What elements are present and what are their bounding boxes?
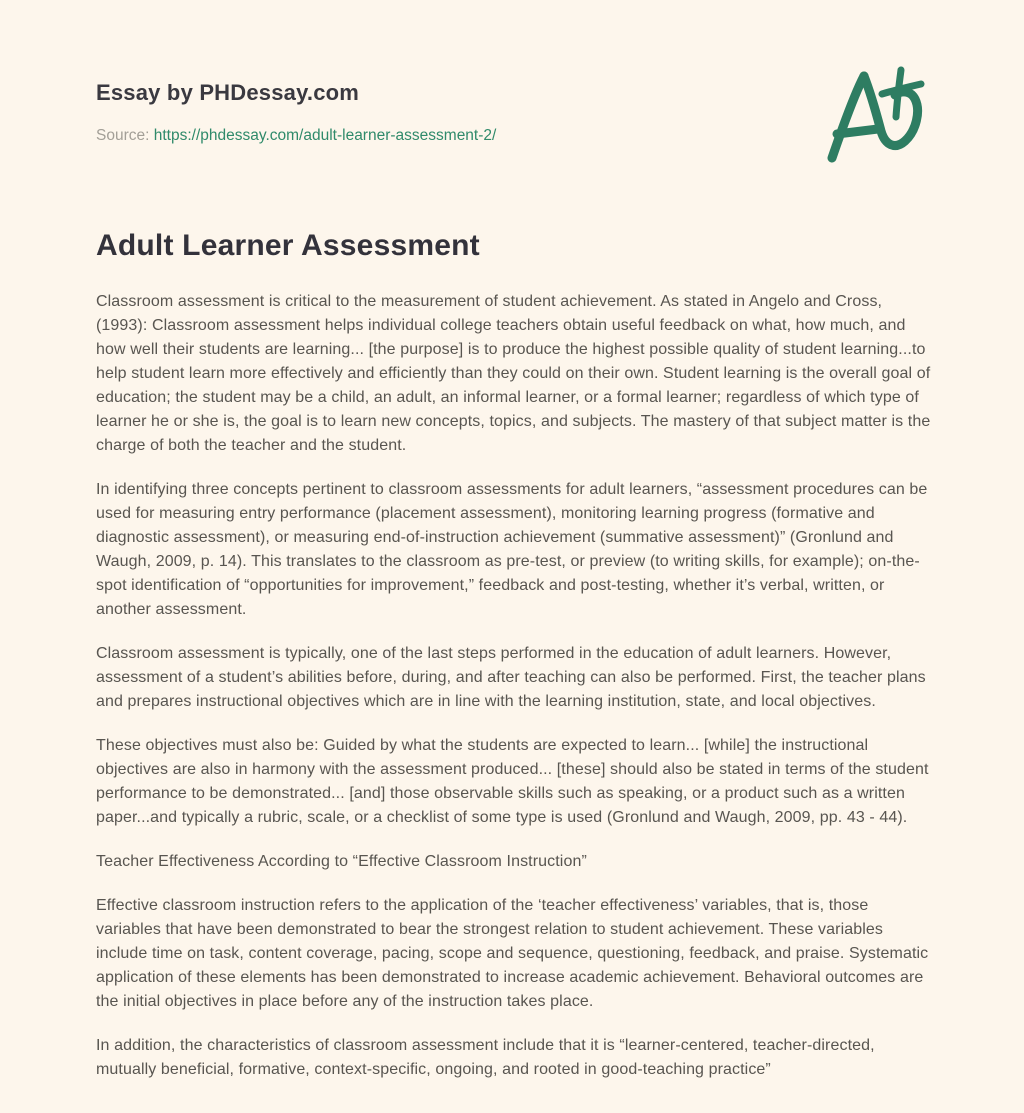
- source-link[interactable]: https://phdessay.com/adult-learner-assessment-2/: [153, 127, 497, 144]
- page-header: [96, 80, 930, 145]
- essay-paragraph: These objectives must also be: Guided by what the students are expected to learn... [while] the instructional objectives are also in harmony with the assessment produced... [these] should also be stated in terms of the student performance to be demonstrated... [and] those observable skills such as speaking, or a product such as a written paper...and typically a rubric, scale, or a checklist of some type is used (Gronlund and Waugh, 2009, pp. 43 - 44).: [96, 737, 929, 826]
- essay-paragraph: Teacher Effectiveness According to “Effective Classroom Instruction”: [96, 853, 587, 870]
- essay-paragraph: Classroom assessment is typically, one of the last steps performed in the education of adult learners. However, assessment of a student’s abilities before, during, and after teaching can also be performed. First, the teacher plans and prepares instructional objectives which are in line with the learning institution, state, and local objectives.: [96, 645, 926, 710]
- brand-title: Essay by PHDessay.com: [96, 80, 360, 105]
- essay-title: Adult Learner Assessment: [96, 229, 480, 262]
- phdessay-logo: [820, 64, 932, 164]
- essay-paragraph: In identifying three concepts pertinent to classroom assessments for adult learners, “assessment procedures can be used for measuring entry performance (placement assessment), monitoring learning progress (formative and diagnostic assessment), or measuring end-of-instruction achievement (summative assessment)” (Gronlund and Waugh, 2009, p. 14). This translates to the classroom as pre-test, or preview (to writing skills, for example); on-the-spot identification of “opportunities for improvement,” feedback and post-testing, whether it’s verbal, written, or another assessment.: [96, 481, 928, 618]
- a-plus-logo-icon: [820, 64, 932, 164]
- essay-paragraph: In addition, the characteristics of classroom assessment include that it is “learner-centered, teacher-directed, mutually beneficial, formative, context-specific, ongoing, and rooted in good-teaching practice”: [96, 1037, 875, 1078]
- source-line: [96, 127, 930, 145]
- essay-body: [96, 290, 932, 1082]
- essay-paragraph: Classroom assessment is critical to the measurement of student achievement. As stated in Angelo and Cross, (1993): Classroom assessment helps individual college teachers obtain useful feedback on what, how much, and how well their students are learning... [the purpose] is to produce the highest possible quality of student learning...to help student learn more effectively and efficiently than they could on their own. Student learning is the overall goal of education; the student may be a child, an adult, an informal learner, or a formal learner; regardless of which type of learner he or she is, the goal is to learn new concepts, topics, and subjects. The mastery of that subject matter is the charge of both the teacher and the student.: [96, 293, 931, 454]
- source-label: Source:: [96, 127, 150, 144]
- essay-paragraph: Effective classroom instruction refers to the application of the ‘teacher effectiveness’ variables, that is, those variables that have been demonstrated to bear the strongest relation to student achievement. These variables include time on task, content coverage, pacing, scope and sequence, questioning, feedback, and praise. Systematic application of these elements has been demonstrated to increase academic achievement. Behavioral outcomes are the initial objectives in place before any of the instruction takes place.: [96, 897, 929, 1010]
